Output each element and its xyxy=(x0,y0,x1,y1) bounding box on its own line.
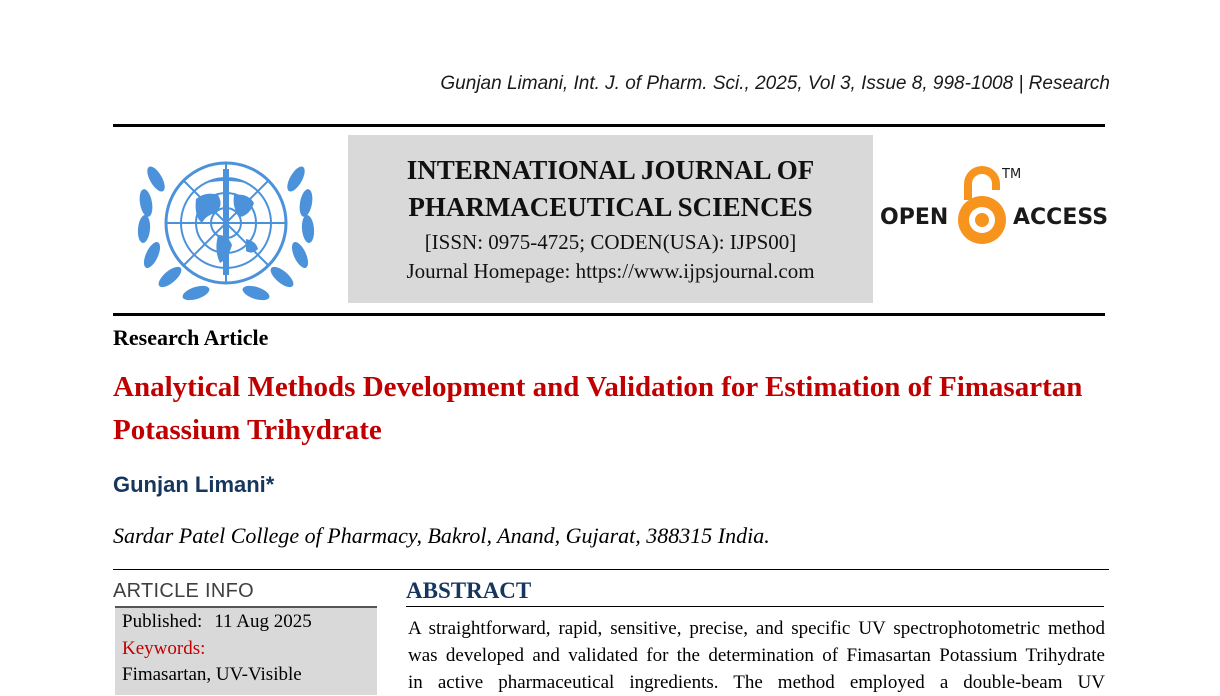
article-type-label: Research Article xyxy=(113,325,269,350)
article-info-heading: ARTICLE INFO xyxy=(113,580,255,602)
published-date xyxy=(122,611,312,633)
keywords-label: Keywords: xyxy=(122,638,206,659)
abstract-rule xyxy=(406,606,1104,607)
abstract-line: in active pharmaceutical ingredients. The method employed a double-beam UV xyxy=(408,672,1105,693)
section-divider xyxy=(113,569,1109,570)
journal-banner xyxy=(348,135,873,303)
header-rule-top xyxy=(113,124,1105,127)
article-title: Analytical Methods Development and Validation for Estimation of Fimasartan Potassium Trihydrate xyxy=(113,371,1083,446)
published-value: 11 Aug 2025 xyxy=(214,611,312,632)
abstract-line: A straightforward, rapid, sensitive, precise, and specific UV spectrophotometric method xyxy=(408,618,1105,639)
author-name: Gunjan Limani* xyxy=(113,472,275,497)
abstract-text xyxy=(408,615,1105,696)
article-info-rule xyxy=(115,606,377,608)
trademark-mark: TM xyxy=(1002,167,1022,182)
journal-issn: [ISSN: 0975-4725; CODEN(USA): IJPS00] xyxy=(424,230,797,254)
keywords-list: Fimasartan, UV-Visible xyxy=(122,664,302,685)
journal-homepage: Journal Homepage: https://www.ijpsjournal.com xyxy=(406,259,815,283)
author-affiliation: Sardar Patel College of Pharmacy, Bakrol, Anand, Gujarat, 388315 India. xyxy=(113,523,770,548)
journal-name xyxy=(348,152,873,226)
open-access-logo xyxy=(880,162,1108,254)
open-word: OPEN xyxy=(880,205,949,230)
citation-line: Gunjan Limani, Int. J. of Pharm. Sci., 2025, Vol 3, Issue 8, 998-1008 | Research xyxy=(440,73,1110,94)
published-label: Published: xyxy=(122,611,203,632)
header-rule-bottom xyxy=(113,313,1105,316)
journal-emblem-logo xyxy=(126,139,326,307)
journal-name-line2: PHARMACEUTICAL SCIENCES xyxy=(408,192,813,222)
access-word: ACCESS xyxy=(1013,205,1108,230)
abstract-line: was developed and validated for the determination of Fimasartan Potassium Trihydrate xyxy=(408,645,1105,666)
open-lock-icon xyxy=(958,170,1006,244)
journal-name-line1: INTERNATIONAL JOURNAL OF xyxy=(406,155,815,185)
abstract-heading: ABSTRACT xyxy=(406,578,532,603)
globe-laurel-icon xyxy=(126,139,326,307)
